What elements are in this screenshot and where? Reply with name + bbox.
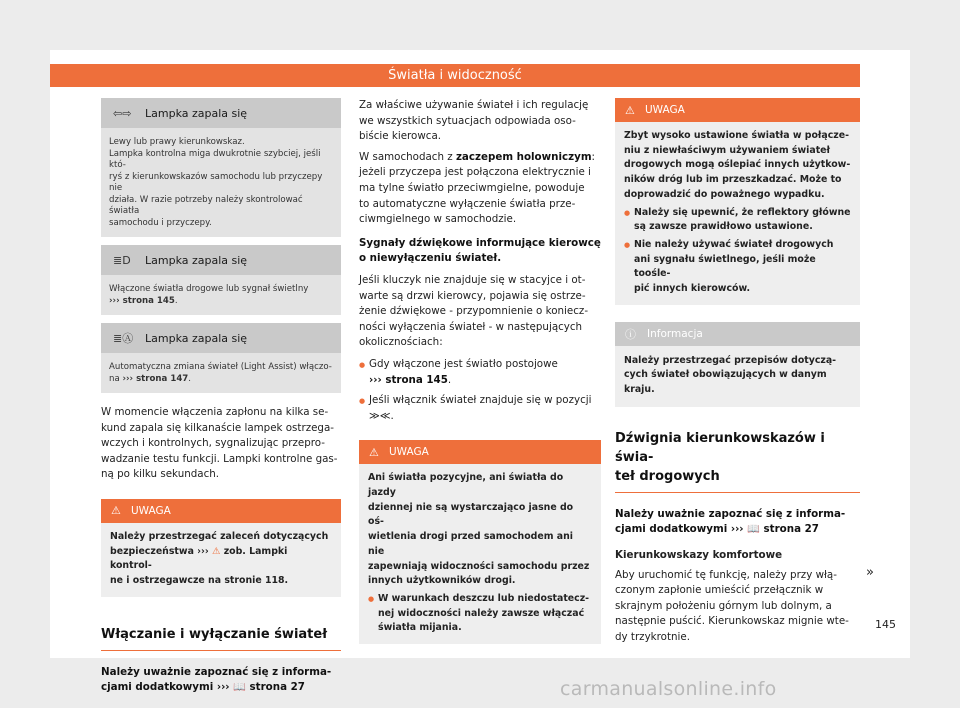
lamp-box-high-beam bbox=[101, 245, 341, 315]
lamp-box-light-assist bbox=[101, 323, 341, 393]
lamp-text: Włączone światła drogowe lub sygnał świetlny bbox=[109, 284, 309, 294]
book-icon: 📖 bbox=[747, 523, 760, 536]
section-header-title: Światła i widoczność bbox=[388, 68, 522, 83]
warning-content bbox=[615, 122, 860, 305]
intro-paragraph: W momencie włączenia zapłonu na kilka se- kund zapala się kilkanaście lampek ostrzega- wczych i kontrolnych, sygnalizując przepro- wadzanie testu funkcji. Lampki kontrolne gas- ną po kilku sekundach. bbox=[101, 406, 338, 481]
warning-triangle-icon: ⚠ bbox=[369, 445, 379, 459]
section-header-bar bbox=[50, 64, 860, 87]
page-number: 145 bbox=[875, 618, 896, 631]
towbar-text-a: W samochodach z bbox=[359, 150, 456, 163]
warning-box bbox=[359, 440, 601, 644]
warning-text bbox=[101, 523, 341, 597]
column-right bbox=[615, 98, 860, 646]
audio-warning-paragraph: Jeśli kluczyk nie znajduje się w stacyjce i ot- warte są drzwi kierowcy, pojawia się ostrze- żenie dźwiękowe - przypomnienie o koniecz- ności wyłączenia świateł - w następujących okolicznościach: bbox=[359, 273, 589, 349]
lamp-box-text bbox=[101, 353, 341, 393]
list-item: ● Jeśli włącznik świateł znajduje się w pozycji ≫≪. bbox=[359, 393, 601, 424]
warning-header bbox=[101, 499, 341, 523]
info-icon: ⓘ bbox=[625, 327, 636, 341]
lamp-box-title: Lampka zapala się bbox=[145, 253, 248, 267]
warning-bullet: ● W warunkach deszczu lub niedostatecz- nej widoczności należy zawsze włączać światła mijania. bbox=[368, 592, 592, 636]
warning-text: Zbyt wysoko ustawione światła w połącze- niu z niewłaściwym używaniem świateł drogowych mogą oślepiać innych użytkow- ników dróg lub im przeszkadzać. Może to doprowadzić do poważnego wypadku. bbox=[624, 130, 851, 200]
lamp-box-header bbox=[101, 98, 341, 128]
warning-triangle-icon: ⚠ bbox=[625, 103, 635, 117]
lamp-text-end: . bbox=[174, 295, 178, 306]
info-header bbox=[615, 322, 860, 346]
warning-bullet: ● Nie należy używać świateł drogowych ani sygnału świetlnego, jeśli może toośle- pić innych kierowców. bbox=[624, 238, 851, 297]
lamp-text: Automatyczna zmiana świateł (Light Assist) włączo- na bbox=[109, 362, 332, 384]
towbar-term: zaczepem holowniczym bbox=[455, 150, 592, 163]
lamp-box-text: Lewy lub prawy kierunkowskaz. Lampka kontrolna miga dwukrotnie szybciej, jeśli któ- ryś z kierunkowskazów samochodu lub przyczepy nie działa. W razie potrzeby należy skontrolować światła samochodu i przyczepy. bbox=[109, 137, 323, 228]
info-text: Należy przestrzegać przepisów dotyczą- cych świateł obowiązujących w danym kraju. bbox=[624, 354, 837, 396]
reference-text: Należy uważnie zapoznać się z informa- cjami dodatkowymi ››› bbox=[615, 507, 846, 536]
high-beam-icon: ≣D bbox=[113, 253, 131, 267]
warning-text: Ani światła pozycyjne, ani światła do jazdy dziennej nie są wystarczająco jasne do oś- wietlenia drogi przed samochodem ani nie zapewniają widoczności samochodu przez innych użytkowników drogi. bbox=[368, 472, 590, 587]
page-ref-link[interactable]: ››› strona 145 bbox=[369, 373, 448, 386]
list-item-end: . bbox=[447, 373, 452, 386]
towbar-text-c: : jeżeli przyczepa jest połączona elektrycznie i ma tylne światło przeciwmgielne, powoduje to automatyczne wyłączenie światła prze- ciwmgielnego w samochodzie. bbox=[359, 150, 596, 226]
lamp-box-turn-signal bbox=[101, 98, 341, 237]
warning-header bbox=[359, 440, 601, 464]
warning-label: UWAGA bbox=[389, 446, 429, 459]
towbar-paragraph bbox=[359, 150, 601, 228]
reference-page-link[interactable]: strona 27 bbox=[245, 681, 305, 694]
warning-label: UWAGA bbox=[645, 104, 685, 116]
info-label: Informacja bbox=[647, 327, 703, 340]
warning-text-a: Należy przestrzegać zaleceń dotyczących bezpieczeństwa ››› bbox=[110, 530, 329, 557]
light-assist-icon: ≣Ⓐ bbox=[113, 332, 134, 345]
column-left bbox=[101, 98, 341, 696]
page-ref-link[interactable]: ››› strona 147 bbox=[122, 373, 189, 384]
lamp-box-header bbox=[101, 323, 341, 353]
reference-text: Należy uważnie zapoznać się z informa- cjami dodatkowymi ››› bbox=[101, 665, 332, 694]
section-title-lights: Włączanie i wyłączanie świateł bbox=[101, 625, 341, 651]
list-item-text: Gdy włączone jest światło postojowe bbox=[369, 357, 558, 370]
warning-header bbox=[615, 98, 860, 122]
warning-bullet: ● Należy się upewnić, że reflektory główne są zawsze prawidłowo ustawione. bbox=[624, 206, 851, 235]
reference-note bbox=[615, 507, 860, 538]
continue-icon: » bbox=[866, 565, 874, 580]
list-item bbox=[359, 357, 601, 388]
lamp-box-text bbox=[101, 275, 341, 315]
lamp-box-title: Lampka zapala się bbox=[145, 106, 248, 120]
lamp-box-title: Lampka zapala się bbox=[145, 331, 248, 345]
column-middle bbox=[359, 98, 601, 644]
warning-triangle-icon: ⚠ bbox=[111, 504, 121, 518]
reference-note bbox=[101, 665, 341, 696]
audio-warning-heading: Sygnały dźwiękowe informujące kierowcę o niewyłączeniu świateł. bbox=[359, 236, 601, 265]
turn-signal-icon: ⇦⇨ bbox=[113, 106, 132, 120]
page-ref-link[interactable]: ››› strona 145 bbox=[109, 295, 175, 306]
warning-label: UWAGA bbox=[131, 504, 171, 517]
section-title-lever: Dźwignia kierunkowskazów i świa- teł drogowych bbox=[615, 429, 860, 493]
comfort-signals-heading: Kierunkowskazy komfortowe bbox=[615, 549, 783, 562]
lamp-text-end: . bbox=[188, 373, 192, 384]
lamp-box-header bbox=[101, 245, 341, 275]
warning-content bbox=[359, 464, 601, 644]
warning-box bbox=[101, 499, 341, 597]
responsibility-paragraph: Za właściwe używanie świateł i ich regulację we wszystkich sytuacjach odpowiada oso- biście kierowca. bbox=[359, 99, 589, 143]
reference-page-link[interactable]: strona 27 bbox=[759, 523, 819, 536]
warning-box bbox=[615, 98, 860, 305]
watermark: carmanualsonline.info bbox=[560, 678, 777, 700]
info-box bbox=[615, 322, 860, 407]
book-icon: 📖 bbox=[233, 681, 246, 694]
warning-text-b: zob. Lampki kontrol- ne i ostrzegawcze na stronie 118. bbox=[110, 545, 289, 587]
warning-triangle-inline-icon: ⚠ bbox=[212, 545, 221, 557]
comfort-signals-paragraph: Aby uruchomić tę funkcję, należy przy włą- czonym zapłonie umieścić przełącznik w skrajnym położeniu górnym lub dolnym, a następnie puścić. Kierunkowskaz mignie wte- dy trzykrotnie. bbox=[615, 568, 849, 643]
